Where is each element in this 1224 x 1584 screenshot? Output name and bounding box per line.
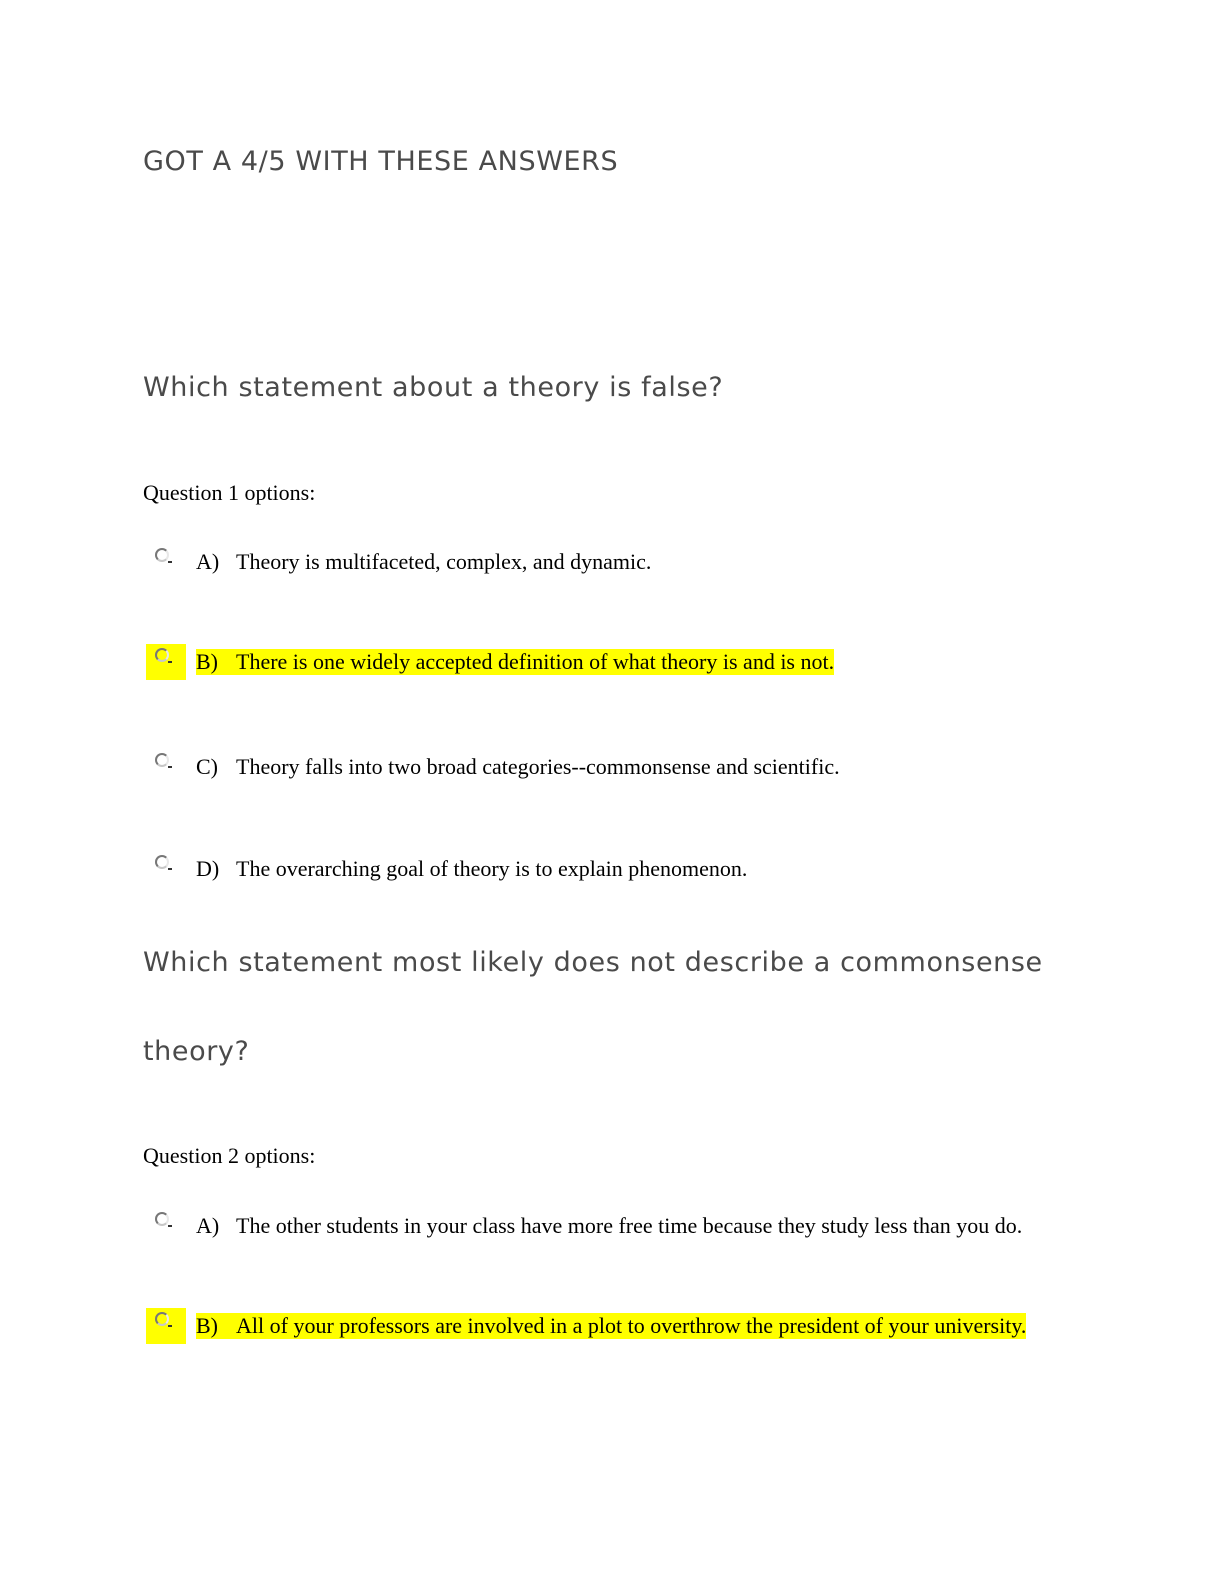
radio-circle-icon xyxy=(155,855,169,869)
question-2-text-line1: Which statement most likely does not describe a commonsense xyxy=(143,947,1043,978)
question-1-option-b[interactable] xyxy=(146,642,834,682)
radio-button[interactable] xyxy=(146,644,186,680)
option-letter: A) xyxy=(196,549,220,574)
page-title: GOT A 4/5 WITH THESE ANSWERS xyxy=(143,146,619,177)
radio-circle-icon xyxy=(155,1312,169,1326)
option-letter: C) xyxy=(196,754,218,779)
question-2-options-label: Question 2 options: xyxy=(143,1143,316,1168)
radio-circle-icon xyxy=(155,753,169,767)
option-text: The overarching goal of theory is to explain phenomenon. xyxy=(236,856,748,881)
option-text: All of your professors are involved in a plot to overthrow the president of your university. xyxy=(236,1313,1027,1338)
option-letter: A) xyxy=(196,1213,220,1238)
radio-button[interactable] xyxy=(146,1208,186,1244)
question-2-text-line2: theory? xyxy=(143,1036,250,1067)
question-2-option-a[interactable] xyxy=(146,1206,1022,1246)
radio-circle-icon xyxy=(155,1212,169,1226)
radio-button[interactable] xyxy=(146,749,186,785)
option-letter: B) xyxy=(196,1313,236,1339)
option-text: The other students in your class have more free time because they study less than you do. xyxy=(236,1213,1023,1238)
radio-button[interactable] xyxy=(146,1308,186,1344)
question-1-option-d[interactable] xyxy=(146,849,747,889)
question-1-text: Which statement about a theory is false? xyxy=(143,372,724,403)
option-letter: B) xyxy=(196,649,236,675)
radio-button[interactable] xyxy=(146,851,186,887)
option-text: Theory is multifaceted, complex, and dynamic. xyxy=(236,549,652,574)
option-text: Theory falls into two broad categories--commonsense and scientific. xyxy=(236,754,840,779)
question-1-option-a[interactable] xyxy=(146,542,651,582)
question-2-option-b[interactable] xyxy=(146,1306,1026,1346)
radio-circle-icon xyxy=(155,648,169,662)
question-1-option-c[interactable] xyxy=(146,747,840,787)
radio-circle-icon xyxy=(155,548,169,562)
radio-button[interactable] xyxy=(146,544,186,580)
option-letter: D) xyxy=(196,856,220,881)
option-text: There is one widely accepted definition of what theory is and is not. xyxy=(236,649,835,674)
question-1-options-label: Question 1 options: xyxy=(143,480,316,505)
